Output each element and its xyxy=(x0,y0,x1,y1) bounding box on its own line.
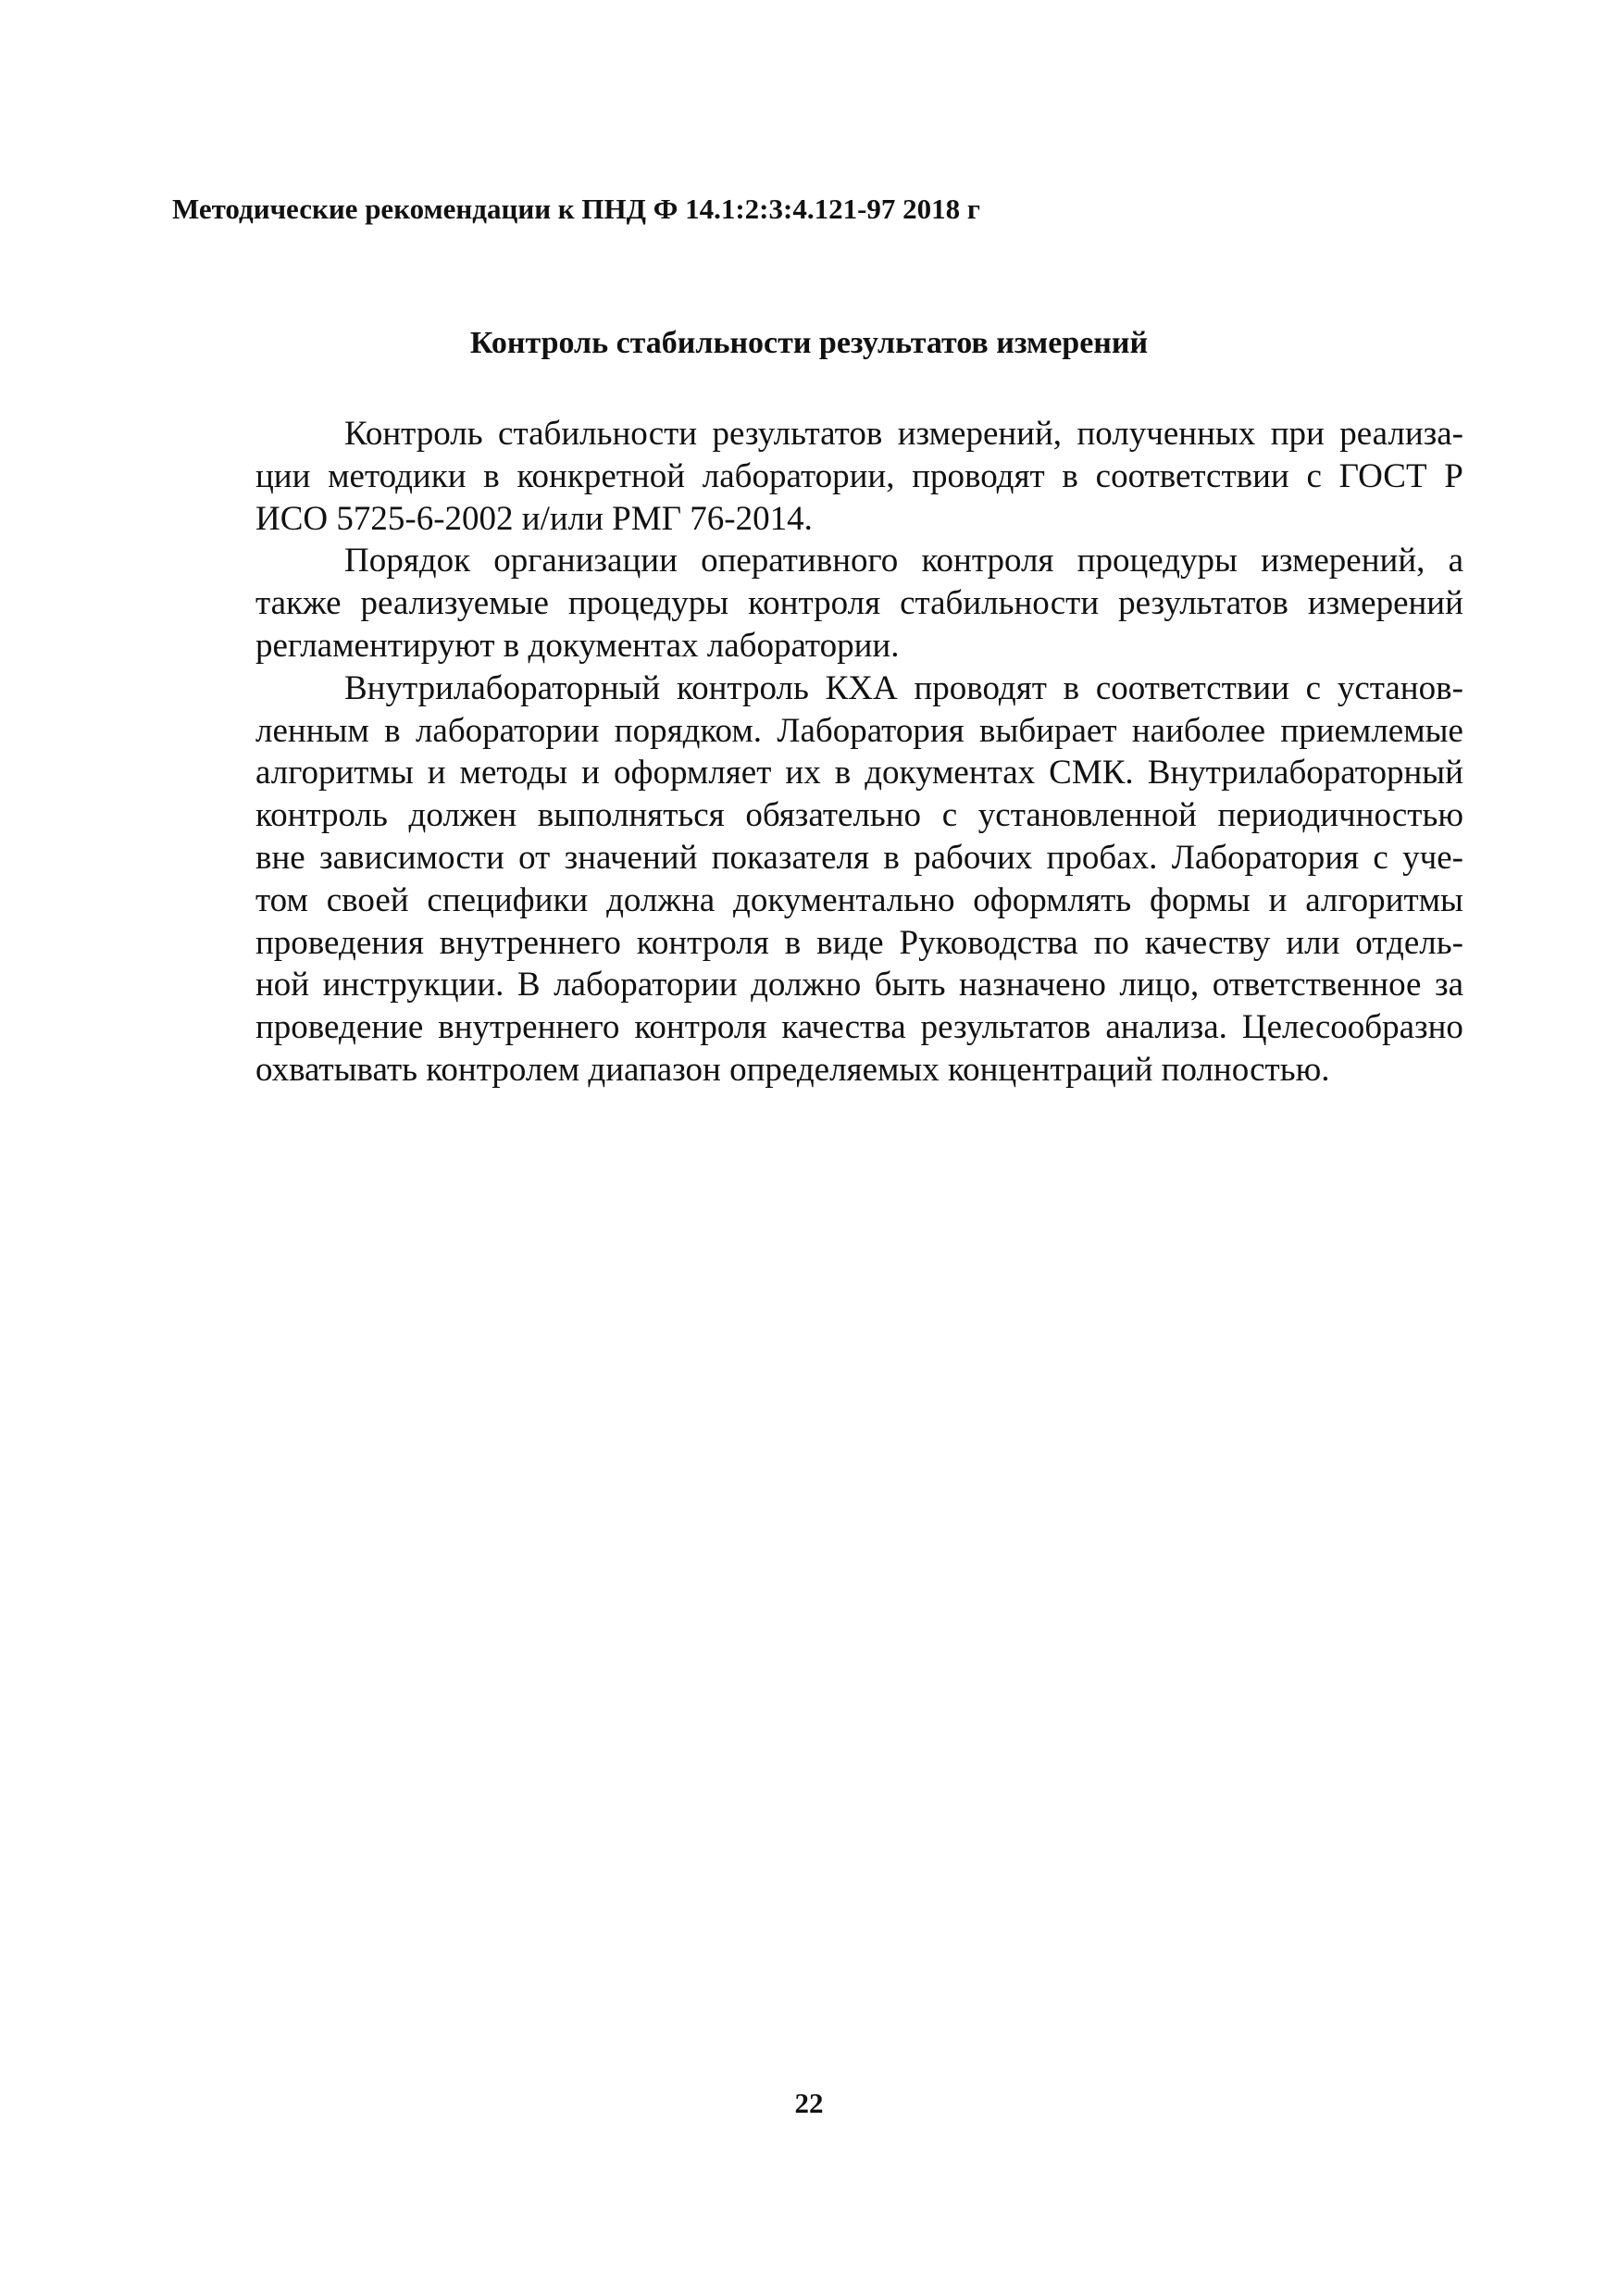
paragraph-line xyxy=(255,964,1463,1006)
paragraph-line: ИСО 5725-6-2002 и/или РМГ 76-2014. xyxy=(255,499,813,538)
word: и xyxy=(1268,880,1288,919)
word: Внутрилабораторный xyxy=(1147,754,1463,792)
word: методики xyxy=(328,456,467,495)
word: Внутрилабораторный xyxy=(344,668,661,707)
word: периодичностью xyxy=(1217,796,1463,835)
word: в xyxy=(384,711,401,750)
word: контроль xyxy=(255,796,388,835)
word: лаборатории xyxy=(415,711,600,750)
word: качеству xyxy=(1144,923,1271,962)
word: в xyxy=(1062,456,1078,495)
paragraph-line xyxy=(255,668,1463,710)
word: а xyxy=(1448,542,1463,580)
word: конкретной xyxy=(517,456,686,495)
paragraph-line xyxy=(255,540,1463,582)
paragraph-line xyxy=(255,455,1463,498)
word: в xyxy=(883,838,900,877)
word: специфики xyxy=(427,880,589,919)
word: инструкции. xyxy=(322,966,504,1004)
word: должна xyxy=(606,880,716,919)
word: наиболее xyxy=(1131,711,1266,750)
paragraph-line xyxy=(255,710,1463,753)
word: лаборатории, xyxy=(702,456,895,495)
word: Порядок xyxy=(344,542,471,580)
paragraph-3 xyxy=(255,668,1463,1092)
paragraph-line xyxy=(255,752,1463,794)
paragraph-line xyxy=(255,880,1463,922)
word: стабильности xyxy=(498,415,698,453)
word: проводят xyxy=(914,668,1047,707)
word: и xyxy=(581,754,600,792)
word: Лаборатория xyxy=(1171,838,1360,877)
word: соответствии xyxy=(1095,668,1289,707)
word: Руководства xyxy=(899,923,1078,962)
word: также xyxy=(255,584,342,623)
paragraph-line xyxy=(255,837,1463,880)
word: быть xyxy=(874,966,946,1004)
word: контроль xyxy=(676,668,809,707)
word: обязательно xyxy=(745,796,922,835)
word: процедуры xyxy=(567,584,729,623)
word: результатов xyxy=(1118,584,1288,623)
word: должен xyxy=(408,796,517,835)
word: процедуры xyxy=(1077,542,1238,580)
word: проводят xyxy=(912,456,1045,495)
word: результатов xyxy=(712,415,883,453)
word: вне xyxy=(255,838,305,877)
word: отдель- xyxy=(1355,923,1463,962)
word: контроля xyxy=(921,542,1054,580)
word: полученных xyxy=(1077,415,1256,453)
word: ной xyxy=(255,966,310,1004)
word: выполняться xyxy=(537,796,725,835)
word: контроля xyxy=(634,1008,767,1047)
word: лицо, xyxy=(1119,966,1200,1004)
word: качества xyxy=(781,1008,906,1047)
word: своей xyxy=(326,880,409,919)
word: СМК. xyxy=(1049,754,1134,792)
word: от xyxy=(518,838,551,877)
word: установленной xyxy=(977,796,1197,835)
word: реализуемые xyxy=(360,584,549,623)
word: оперативного xyxy=(701,542,899,580)
word: установ- xyxy=(1337,668,1463,707)
word: внутреннего xyxy=(438,1008,620,1047)
word: проведения xyxy=(255,923,424,962)
word: выбирает xyxy=(979,711,1117,750)
running-header: Методические рекомендации к ПНД Ф 14.1:2:3:4.121-97 2018 г xyxy=(172,193,980,225)
word: документально xyxy=(733,880,955,919)
word: Лаборатория xyxy=(777,711,965,750)
word: том xyxy=(255,880,308,919)
paragraph-2 xyxy=(255,540,1463,667)
word: В xyxy=(517,966,541,1004)
paragraph-line xyxy=(255,922,1463,965)
paragraph-line: регламентируют в документах лаборатории. xyxy=(255,626,900,665)
paragraph-line xyxy=(255,582,1463,625)
word: по xyxy=(1093,923,1129,962)
word: за xyxy=(1434,966,1463,1004)
word: контроля xyxy=(748,584,881,623)
word: Контроль xyxy=(344,415,483,453)
word: формы xyxy=(1150,880,1251,919)
word: алгоритмы xyxy=(255,754,414,792)
word: измерений, xyxy=(897,415,1063,453)
word: с xyxy=(1305,668,1322,707)
word: алгоритмы xyxy=(1305,880,1463,919)
word: в xyxy=(1063,668,1080,707)
paragraph-line xyxy=(255,794,1463,837)
word: и xyxy=(427,754,446,792)
word: зависимости xyxy=(319,838,504,877)
paragraph-line: охватывать контролем диапазон определяемых концентраций полностью. xyxy=(255,1050,1330,1089)
word: или xyxy=(1286,923,1340,962)
word: Р xyxy=(1444,456,1463,495)
word: методы xyxy=(459,754,568,792)
word: анализа. xyxy=(1105,1008,1227,1047)
word: внутреннего xyxy=(439,923,621,962)
word: документах xyxy=(865,754,1036,792)
paragraph-line xyxy=(255,1006,1463,1049)
word: соответствии xyxy=(1095,456,1289,495)
word: при xyxy=(1270,415,1325,453)
word: показателя xyxy=(711,838,869,877)
word: с xyxy=(941,796,958,835)
word: их xyxy=(785,754,821,792)
paragraph-line xyxy=(255,413,1463,455)
word: с xyxy=(1373,838,1388,877)
body-text xyxy=(255,413,1463,1092)
page-number: 22 xyxy=(794,2087,824,2119)
word: измерений xyxy=(1307,584,1463,623)
word: реализа- xyxy=(1339,415,1463,453)
word: результатов xyxy=(920,1008,1091,1047)
word: ответственное xyxy=(1212,966,1422,1004)
word: оформляет xyxy=(613,754,772,792)
word: пробах. xyxy=(1046,838,1158,877)
word: значений xyxy=(564,838,698,877)
word: назначено xyxy=(958,966,1106,1004)
word: организации xyxy=(493,542,678,580)
word: виде xyxy=(816,923,884,962)
word: в xyxy=(483,456,500,495)
word: КХА xyxy=(825,668,898,707)
word: ции xyxy=(255,456,311,495)
word: проведение xyxy=(255,1008,424,1047)
word: уче- xyxy=(1402,838,1463,877)
word: порядком. xyxy=(614,711,762,750)
word: должно xyxy=(751,966,862,1004)
word: лаборатории xyxy=(554,966,738,1004)
word: контроля xyxy=(636,923,769,962)
word: в xyxy=(784,923,802,962)
word: приемлемые xyxy=(1280,711,1463,750)
word: стабильности xyxy=(900,584,1100,623)
word: ленным xyxy=(255,711,369,750)
word: Целесообразно xyxy=(1241,1008,1463,1047)
word: в xyxy=(834,754,852,792)
section-title: Контроль стабильности результатов измерений xyxy=(469,326,1149,360)
word: рабочих xyxy=(914,838,1033,877)
word: оформлять xyxy=(973,880,1132,919)
word: с xyxy=(1306,456,1322,495)
paragraph-1 xyxy=(255,413,1463,540)
word: ГОСТ xyxy=(1338,456,1427,495)
word: измерений, xyxy=(1261,542,1425,580)
